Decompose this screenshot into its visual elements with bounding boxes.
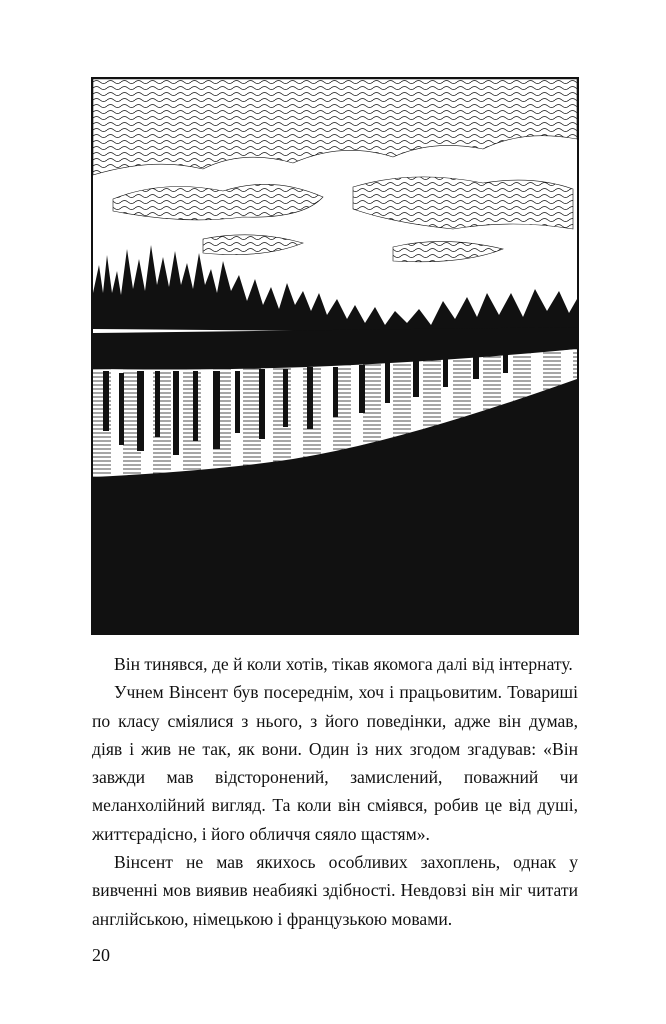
body-text xyxy=(92,650,578,933)
illustration xyxy=(91,77,579,635)
paragraph: Учнем Вінсент був посереднім, хоч і працьовитим. Товариші по класу сміялися з нього, з його поведінки, адже він думав, діяв і жив не так, як вони. Один із них згодом згадував: «Він завжди мав відсторонений, замислений, поважний чи меланхолійний вигляд. Та коли він сміявся, робив це від душі, життєрадісно, і його обличчя сяяло щастям». xyxy=(92,682,578,844)
page-number: 20 xyxy=(92,945,110,965)
paragraph: Він тинявся, де й коли хотів, тікав якомога далі від інтернату. xyxy=(114,654,573,674)
paragraph: Вінсент не мав якихось особливих захоплень, однак у вивченні мов виявив неабиякі здібності. Невдовзі він міг читати англійською, німецькою і французькою мовами. xyxy=(92,852,578,929)
landscape-drawing-river-trees-icon xyxy=(93,79,577,633)
